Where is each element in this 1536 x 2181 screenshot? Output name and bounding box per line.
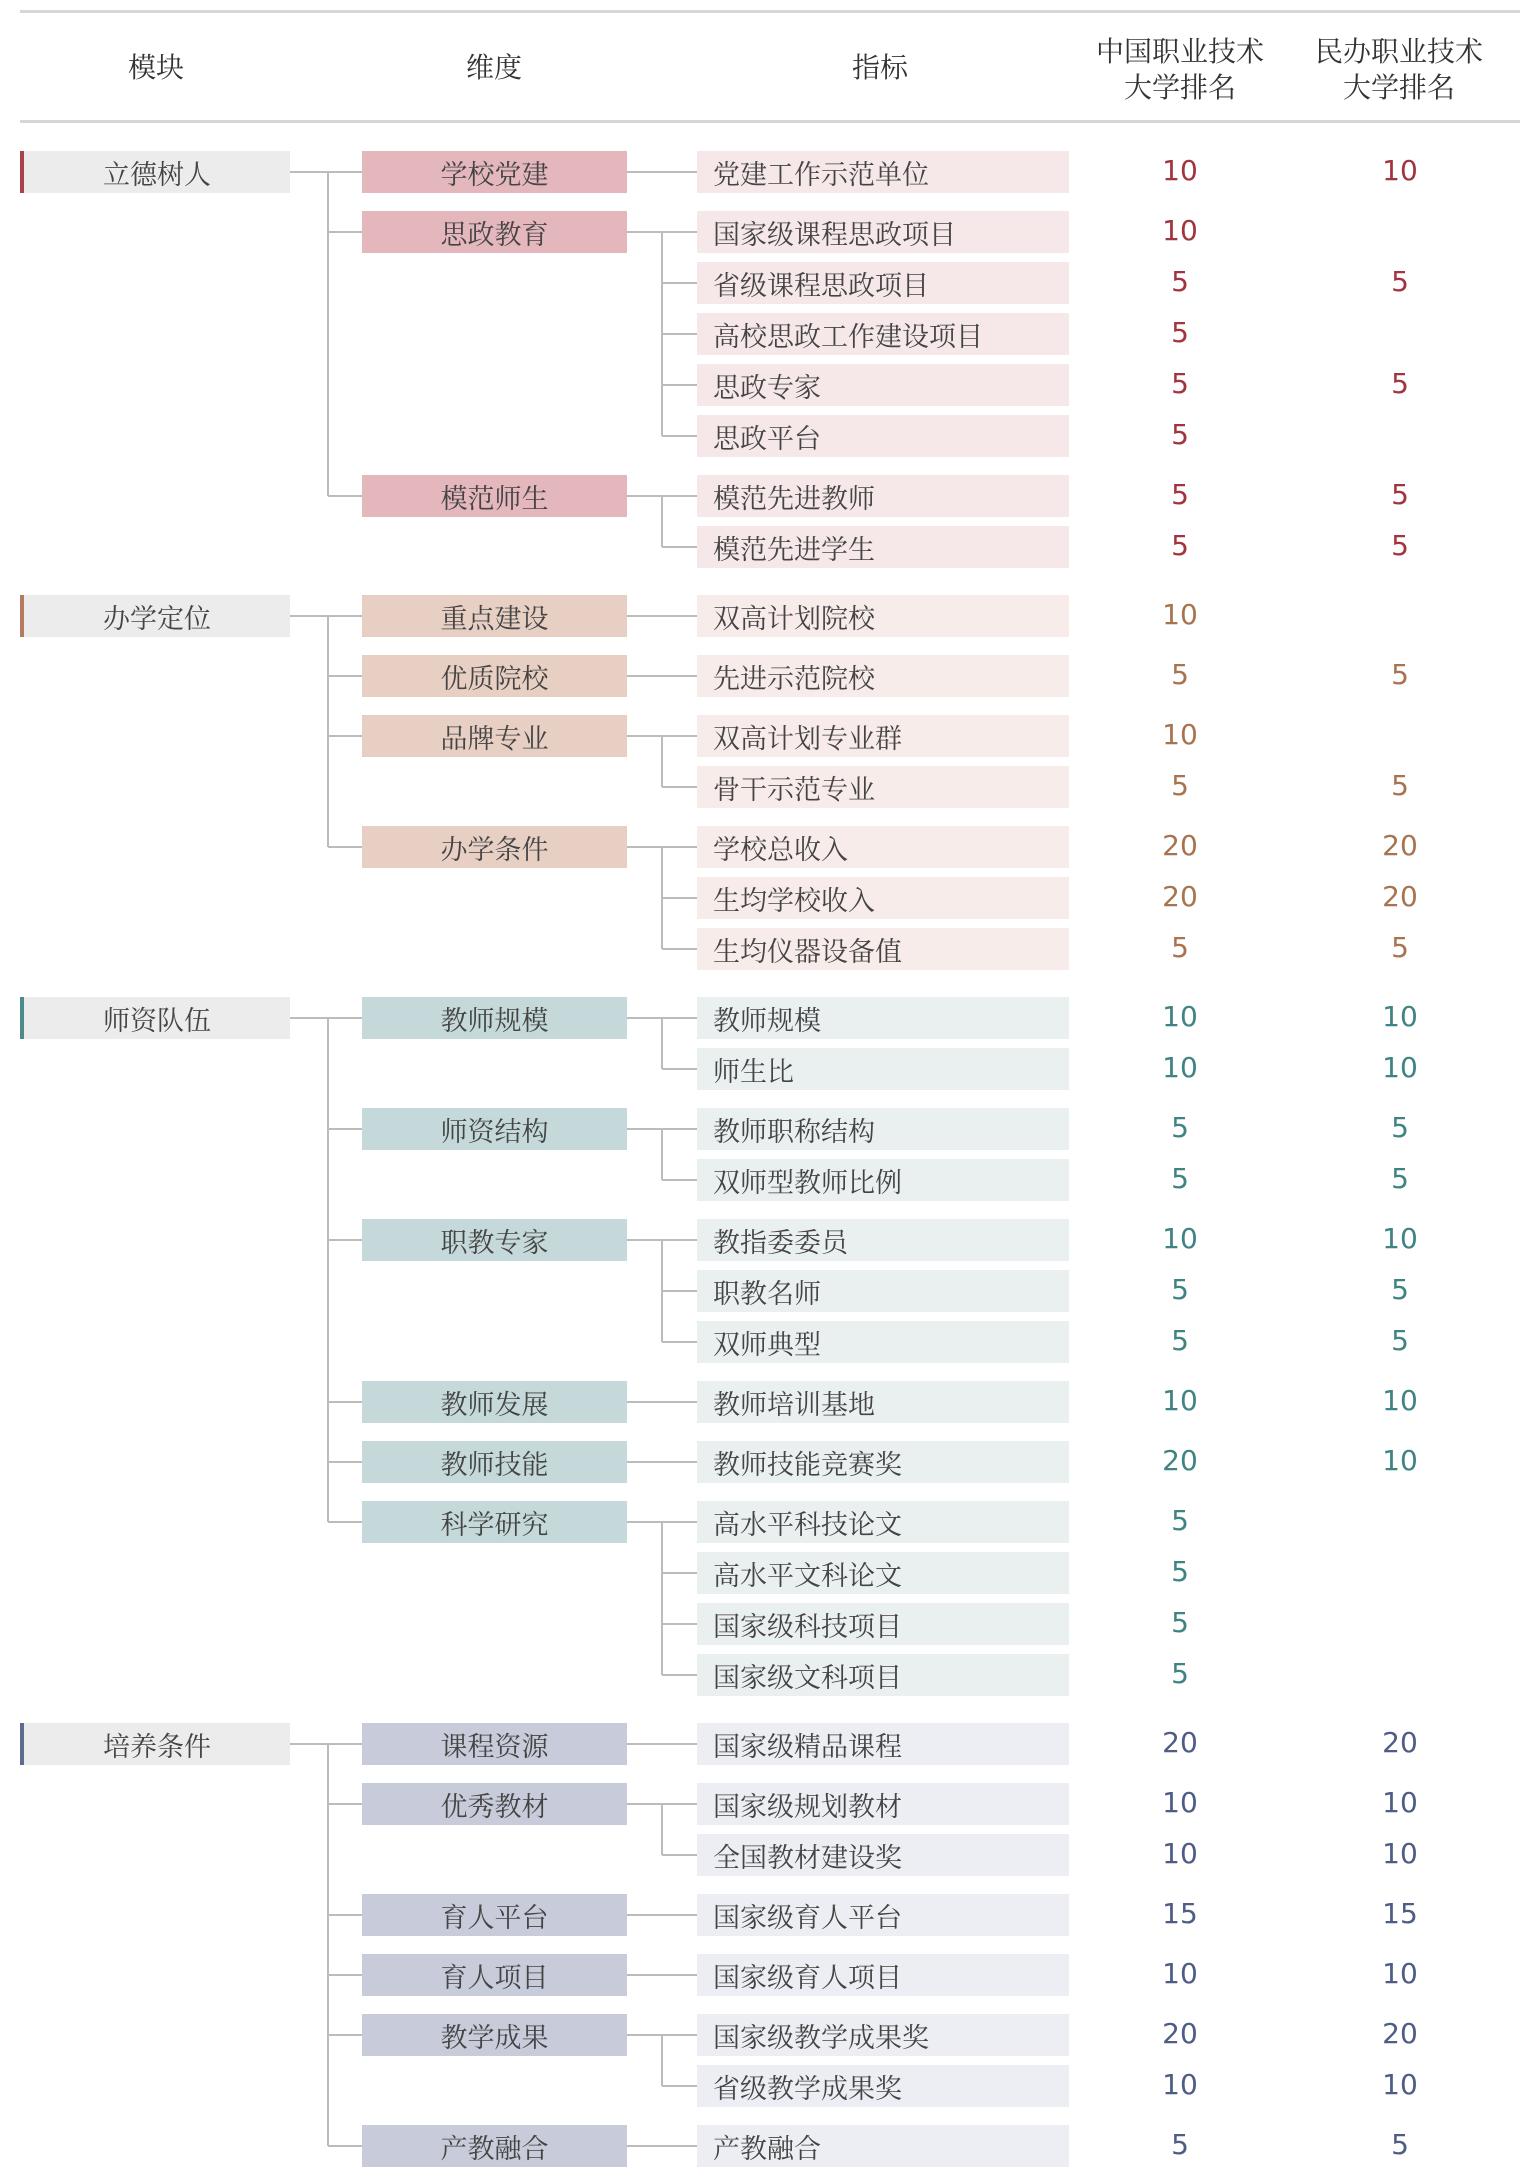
indicator-label: 学校总收入 (697, 826, 1069, 868)
dimension-label: 课程资源 (362, 1723, 627, 1765)
dimension-label: 科学研究 (362, 1501, 627, 1543)
indicator-label: 国家级课程思政项目 (697, 211, 1069, 253)
indicator-label: 双师型教师比例 (697, 1159, 1069, 1201)
rank-private-value: 15 (1382, 1897, 1418, 1930)
rank-public-value: 20 (1162, 880, 1198, 913)
rank-private-value: 10 (1382, 1000, 1418, 1033)
dimension-label: 思政教育 (362, 211, 627, 253)
rank-public-value: 20 (1162, 2017, 1198, 2050)
connector-trunk-vertical (327, 1744, 329, 2146)
rank-private-value: 10 (1382, 1444, 1418, 1477)
connector-dimension-indicator (627, 1914, 697, 1916)
connector-branch-indicator (662, 1068, 697, 1070)
connector-branch-indicator (662, 1179, 697, 1181)
connector-branch-vertical (661, 2035, 663, 2086)
rank-public-value: 5 (1171, 367, 1189, 400)
indicator-label: 国家级精品课程 (697, 1723, 1069, 1765)
connector-trunk-vertical (327, 172, 329, 496)
connector-trunk-dimension (328, 495, 362, 497)
indicator-label: 全国教材建设奖 (697, 1834, 1069, 1876)
connector-trunk-dimension (328, 2145, 362, 2147)
rank-public-value: 5 (1171, 1273, 1189, 1306)
header-rank-private (1299, 34, 1499, 106)
dimension-label: 模范师生 (362, 475, 627, 517)
connector-module-dimension (290, 1017, 362, 1019)
connector-branch-indicator (662, 435, 697, 437)
indicator-label: 高水平科技论文 (697, 1501, 1069, 1543)
rank-public-value: 10 (1162, 1957, 1198, 1990)
connector-branch-indicator (662, 948, 697, 950)
dimension-label: 育人项目 (362, 1954, 627, 1996)
rank-public-value: 15 (1162, 1897, 1198, 1930)
connector-module-dimension (290, 615, 362, 617)
rank-public-value: 5 (1171, 418, 1189, 451)
rank-public-value: 5 (1171, 1606, 1189, 1639)
indicator-label: 双高计划专业群 (697, 715, 1069, 757)
connector-trunk-dimension (328, 1461, 362, 1463)
rank-private-value: 5 (1391, 1324, 1409, 1357)
header-rank-private-line2: 大学排名 (1342, 71, 1455, 104)
connector-trunk-dimension (328, 1521, 362, 1523)
connector-branch-indicator (662, 786, 697, 788)
rank-private-value: 10 (1382, 1837, 1418, 1870)
indicator-label: 国家级育人平台 (697, 1894, 1069, 1936)
connector-branch-indicator (662, 1290, 697, 1292)
connector-branch-indicator (662, 1674, 697, 1676)
indicator-label: 先进示范院校 (697, 655, 1069, 697)
rank-public-value: 10 (1162, 598, 1198, 631)
rank-public-value: 10 (1162, 1000, 1198, 1033)
rank-private-value: 20 (1382, 880, 1418, 913)
connector-branch-vertical (661, 736, 663, 787)
indicator-label: 模范先进教师 (697, 475, 1069, 517)
rank-public-value: 10 (1162, 1837, 1198, 1870)
rank-public-value: 10 (1162, 1786, 1198, 1819)
connector-trunk-dimension (328, 675, 362, 677)
connector-dimension-indicator (627, 1461, 697, 1463)
indicator-label: 模范先进学生 (697, 526, 1069, 568)
connector-trunk-dimension (328, 1239, 362, 1241)
rank-public-value: 5 (1171, 1111, 1189, 1144)
dimension-label: 教学成果 (362, 2014, 627, 2056)
indicator-label: 教师职称结构 (697, 1108, 1069, 1150)
indicator-label: 思政平台 (697, 415, 1069, 457)
module-label: 办学定位 (24, 595, 290, 637)
indicator-label: 国家级教学成果奖 (697, 2014, 1069, 2056)
connector-branch-indicator (662, 546, 697, 548)
rank-private-value: 5 (1391, 478, 1409, 511)
rank-public-value: 10 (1162, 2068, 1198, 2101)
indicator-label: 高水平文科论文 (697, 1552, 1069, 1594)
rank-public-value: 5 (1171, 2128, 1189, 2161)
rank-public-value: 5 (1171, 316, 1189, 349)
indicator-label: 国家级育人项目 (697, 1954, 1069, 1996)
indicator-label: 省级课程思政项目 (697, 262, 1069, 304)
dimension-label: 育人平台 (362, 1894, 627, 1936)
rank-private-value: 5 (1391, 1111, 1409, 1144)
rank-public-value: 5 (1171, 1162, 1189, 1195)
dimension-label: 职教专家 (362, 1219, 627, 1261)
indicator-label: 生均仪器设备值 (697, 928, 1069, 970)
rank-private-value: 5 (1391, 2128, 1409, 2161)
rank-private-value: 20 (1382, 829, 1418, 862)
dimension-label: 优质院校 (362, 655, 627, 697)
dimension-label: 重点建设 (362, 595, 627, 637)
module-label: 培养条件 (24, 1723, 290, 1765)
rank-public-value: 5 (1171, 1504, 1189, 1537)
rank-public-value: 10 (1162, 718, 1198, 751)
header-rank-public-line1: 中国职业技术 (1095, 35, 1264, 68)
connector-trunk-dimension (328, 1803, 362, 1805)
connector-branch-vertical (661, 232, 663, 436)
connector-dimension-indicator (627, 171, 697, 173)
rank-private-value: 5 (1391, 1162, 1409, 1195)
indicator-label: 产教融合 (697, 2125, 1069, 2167)
indicator-label: 双高计划院校 (697, 595, 1069, 637)
dimension-label: 办学条件 (362, 826, 627, 868)
connector-branch-vertical (661, 1129, 663, 1180)
connector-dimension-indicator (627, 675, 697, 677)
connector-branch-vertical (661, 847, 663, 949)
rank-private-value: 5 (1391, 529, 1409, 562)
rank-private-value: 5 (1391, 931, 1409, 964)
rank-public-value: 5 (1171, 478, 1189, 511)
indicator-label: 生均学校收入 (697, 877, 1069, 919)
header-module: 模块 (127, 51, 184, 84)
connector-dimension-indicator (627, 1401, 697, 1403)
rank-private-value: 10 (1382, 1051, 1418, 1084)
connector-dimension-indicator (627, 1974, 697, 1976)
rank-public-value: 5 (1171, 265, 1189, 298)
connector-trunk-vertical (327, 616, 329, 847)
dimension-label: 学校党建 (362, 151, 627, 193)
connector-trunk-vertical (327, 1018, 329, 1522)
connector-trunk-dimension (328, 1974, 362, 1976)
indicator-label: 国家级规划教材 (697, 1783, 1069, 1825)
dimension-label: 产教融合 (362, 2125, 627, 2167)
rank-public-value: 5 (1171, 1324, 1189, 1357)
connector-branch-vertical (661, 1018, 663, 1069)
dimension-label: 教师规模 (362, 997, 627, 1039)
connector-module-dimension (290, 1743, 362, 1745)
connector-branch-indicator (662, 1572, 697, 1574)
connector-branch-indicator (662, 282, 697, 284)
rank-public-value: 5 (1171, 529, 1189, 562)
rank-private-value: 5 (1391, 658, 1409, 691)
connector-branch-vertical (661, 1804, 663, 1855)
connector-dimension-indicator (627, 615, 697, 617)
connector-branch-indicator (662, 2085, 697, 2087)
dimension-label: 师资结构 (362, 1108, 627, 1150)
rank-private-value: 5 (1391, 1273, 1409, 1306)
rank-private-value: 5 (1391, 265, 1409, 298)
connector-trunk-dimension (328, 846, 362, 848)
indicator-label: 骨干示范专业 (697, 766, 1069, 808)
connector-module-dimension (290, 171, 362, 173)
rank-public-value: 5 (1171, 769, 1189, 802)
rank-public-value: 20 (1162, 1726, 1198, 1759)
rank-public-value: 10 (1162, 1051, 1198, 1084)
rank-private-value: 10 (1382, 1957, 1418, 1990)
connector-branch-indicator (662, 1623, 697, 1625)
rank-private-value: 10 (1382, 154, 1418, 187)
indicator-label: 思政专家 (697, 364, 1069, 406)
dimension-label: 品牌专业 (362, 715, 627, 757)
rank-private-value: 10 (1382, 1222, 1418, 1255)
rank-public-value: 10 (1162, 154, 1198, 187)
header-rank-public (1080, 34, 1280, 106)
connector-dimension-indicator (627, 1743, 697, 1745)
indicator-label: 教师规模 (697, 997, 1069, 1039)
module-label: 师资队伍 (24, 997, 290, 1039)
header-bottom-rule (20, 120, 1520, 123)
connector-branch-indicator (662, 1341, 697, 1343)
indicator-label: 国家级科技项目 (697, 1603, 1069, 1645)
header-indicator: 指标 (851, 51, 908, 84)
connector-branch-indicator (662, 1854, 697, 1856)
connector-branch-vertical (661, 496, 663, 547)
header-top-rule (20, 10, 1520, 13)
indicator-label: 双师典型 (697, 1321, 1069, 1363)
indicator-label: 省级教学成果奖 (697, 2065, 1069, 2107)
dimension-label: 优秀教材 (362, 1783, 627, 1825)
connector-branch-indicator (662, 384, 697, 386)
rank-public-value: 5 (1171, 931, 1189, 964)
connector-trunk-dimension (328, 231, 362, 233)
rank-private-value: 5 (1391, 367, 1409, 400)
header-rank-public-line2: 大学排名 (1123, 71, 1236, 104)
dimension-label: 教师技能 (362, 1441, 627, 1483)
header-rank-private-line1: 民办职业技术 (1314, 35, 1483, 68)
connector-trunk-dimension (328, 2034, 362, 2036)
indicator-label: 高校思政工作建设项目 (697, 313, 1069, 355)
rank-public-value: 5 (1171, 1555, 1189, 1588)
indicator-label: 职教名师 (697, 1270, 1069, 1312)
rank-private-value: 20 (1382, 2017, 1418, 2050)
rank-public-value: 10 (1162, 1384, 1198, 1417)
indicator-label: 教指委委员 (697, 1219, 1069, 1261)
connector-trunk-dimension (328, 1401, 362, 1403)
rank-public-value: 5 (1171, 658, 1189, 691)
module-label: 立德树人 (24, 151, 290, 193)
rank-public-value: 10 (1162, 214, 1198, 247)
connector-branch-indicator (662, 897, 697, 899)
dimension-label: 教师发展 (362, 1381, 627, 1423)
indicator-label: 师生比 (697, 1048, 1069, 1090)
rank-public-value: 20 (1162, 829, 1198, 862)
indicator-label: 教师培训基地 (697, 1381, 1069, 1423)
rank-private-value: 10 (1382, 1384, 1418, 1417)
indicator-label: 教师技能竞赛奖 (697, 1441, 1069, 1483)
indicator-label: 党建工作示范单位 (697, 151, 1069, 193)
rank-private-value: 10 (1382, 1786, 1418, 1819)
rank-public-value: 10 (1162, 1222, 1198, 1255)
connector-trunk-dimension (328, 1914, 362, 1916)
rank-public-value: 5 (1171, 1657, 1189, 1690)
connector-branch-vertical (661, 1522, 663, 1675)
connector-trunk-dimension (328, 735, 362, 737)
rank-public-value: 20 (1162, 1444, 1198, 1477)
rank-private-value: 10 (1382, 2068, 1418, 2101)
header-dimension: 维度 (465, 51, 522, 84)
connector-branch-indicator (662, 333, 697, 335)
indicator-label: 国家级文科项目 (697, 1654, 1069, 1696)
connector-dimension-indicator (627, 2145, 697, 2147)
connector-branch-vertical (661, 1240, 663, 1342)
connector-trunk-dimension (328, 1128, 362, 1130)
rank-private-value: 5 (1391, 769, 1409, 802)
rank-private-value: 20 (1382, 1726, 1418, 1759)
